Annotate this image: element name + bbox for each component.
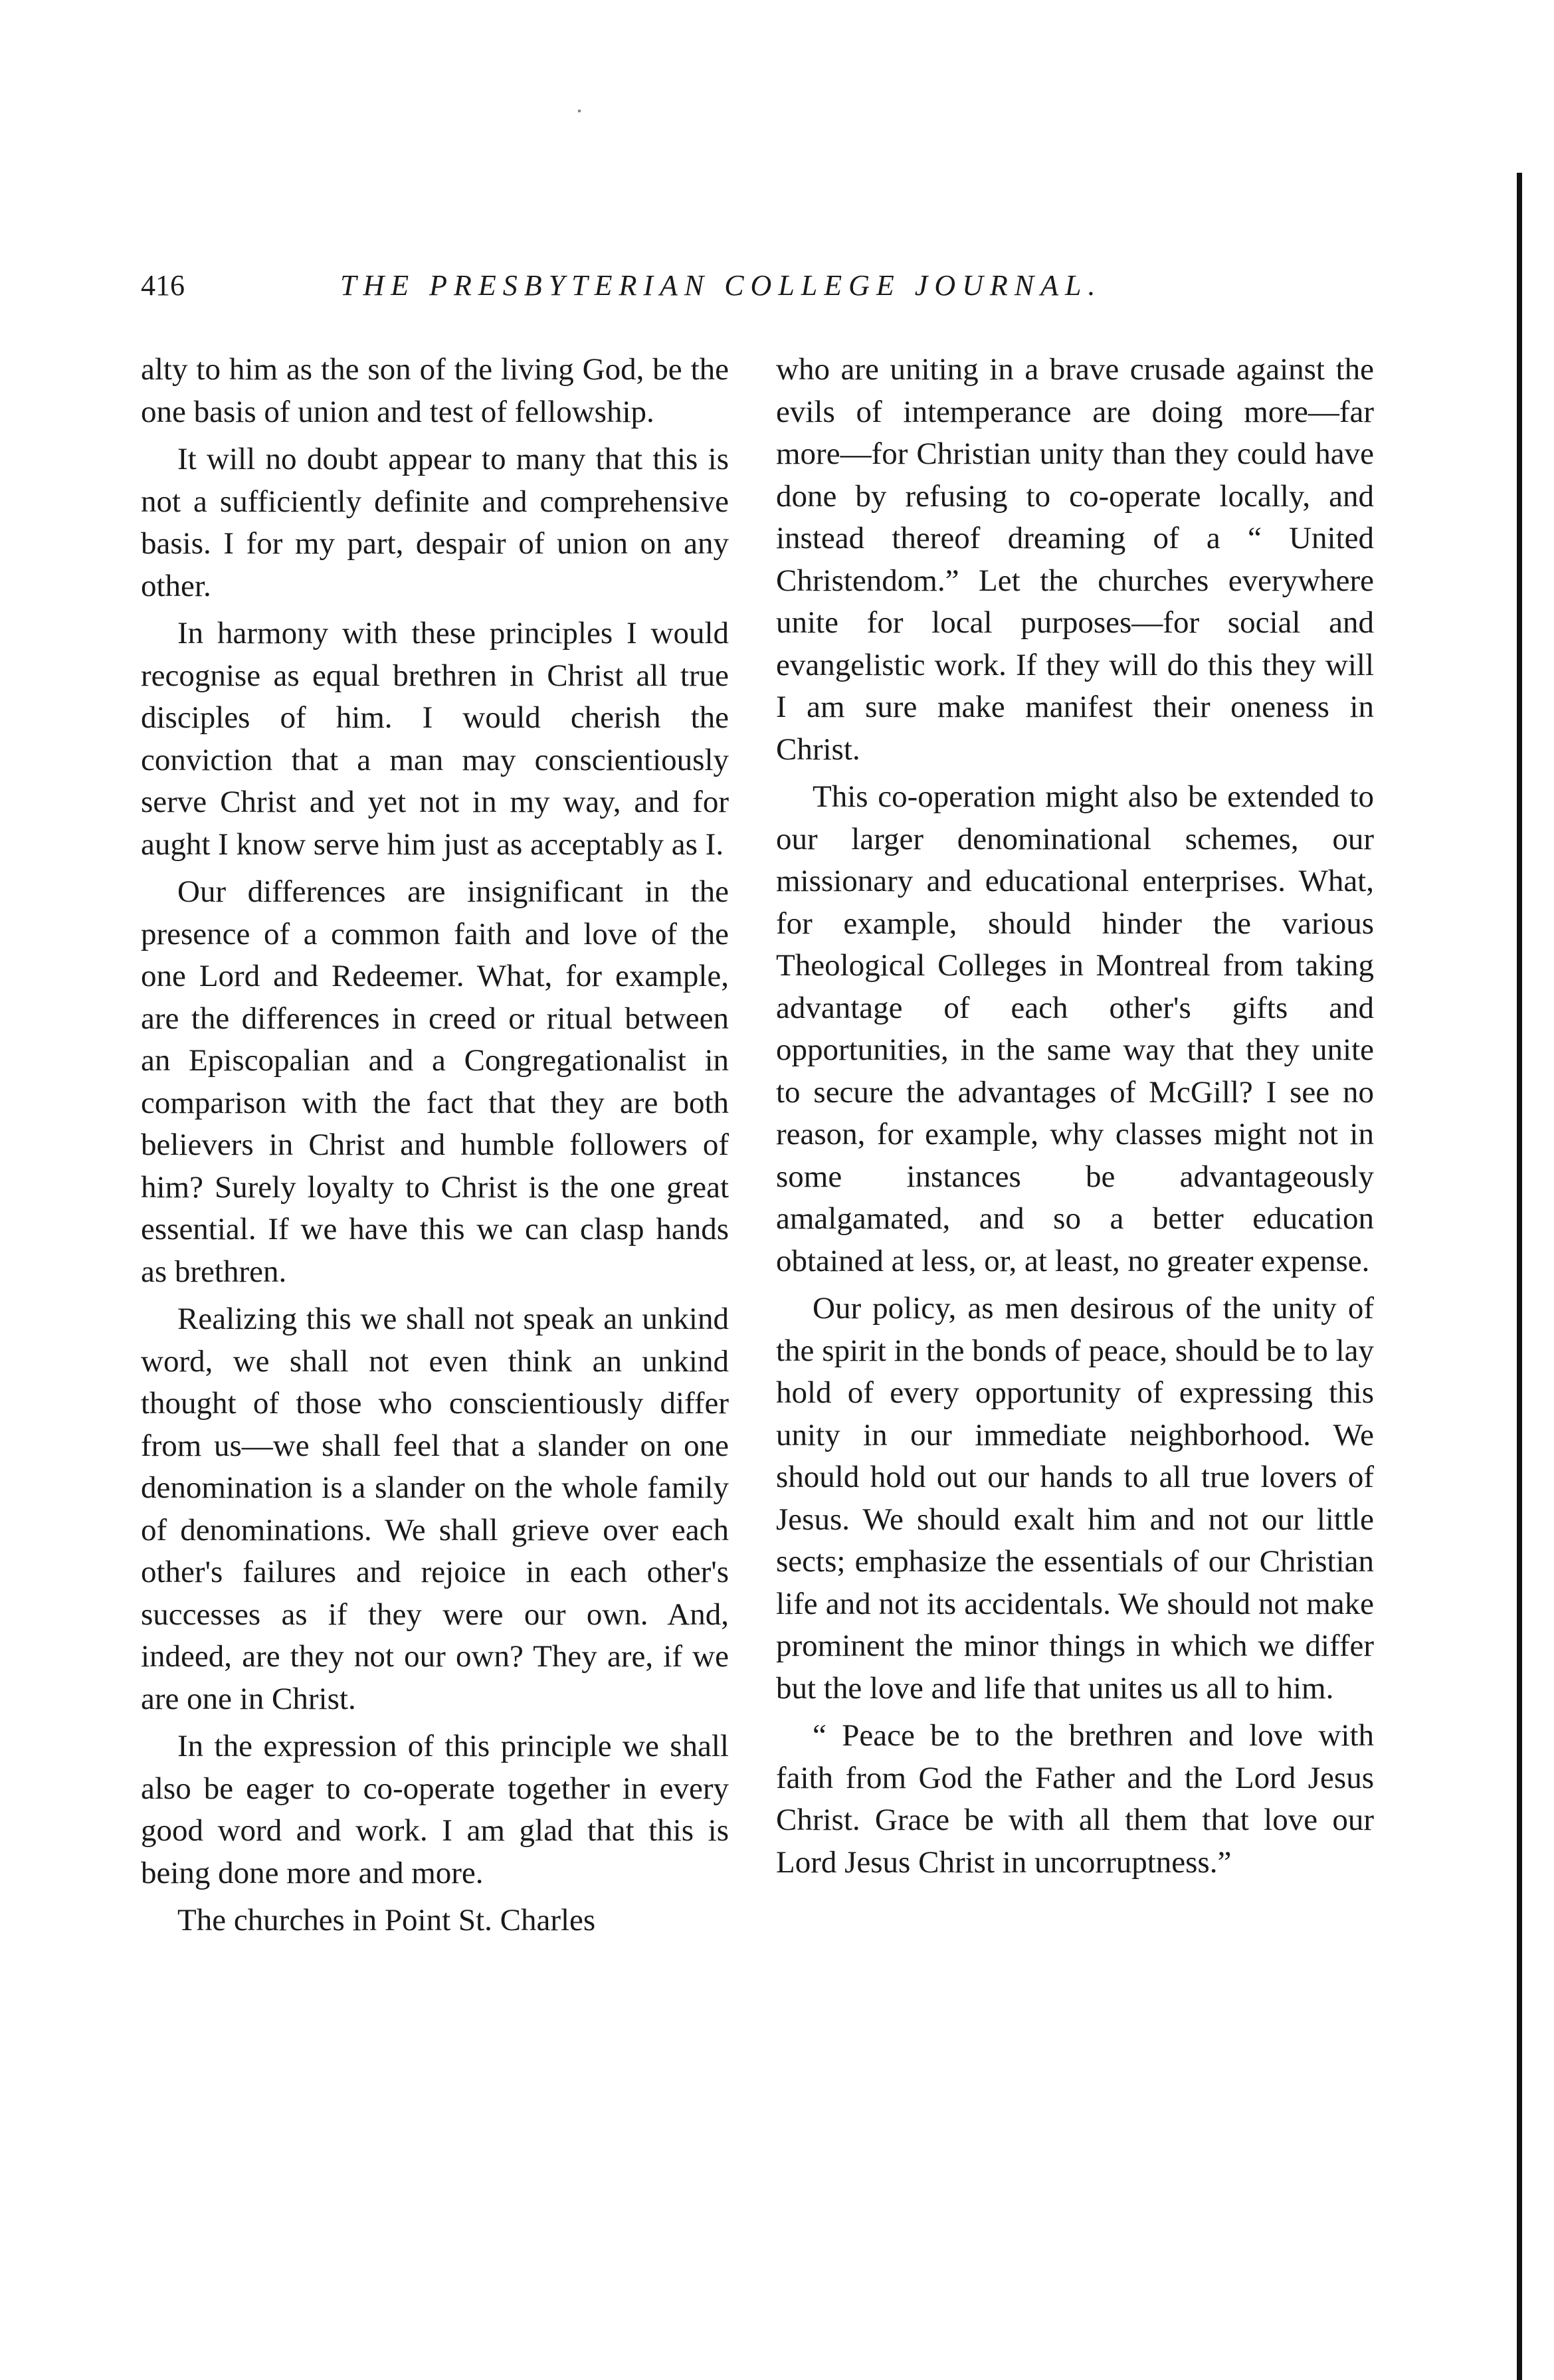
paragraph: It will no doubt appear to many that this is not a sufficiently definite and comprehensive basis. I for my part, despair of union on any other.: [141, 442, 729, 603]
paragraph: Realizing this we shall not speak an unkind word, we shall not even think an unkind thought of those who conscientiously differ from us—we shall feel that a slander on one denomination is a slander on the whole family of denominations. We shall grieve over each other's failures and rejoice in each other's successes as if they were our own. And, indeed, are they not our own? They are, if we are one in Christ.: [141, 1302, 729, 1716]
paragraph: This co-operation might also be extended to our larger denominational schemes, our missionary and educational enterprises. What, for example, should hinder the various Theological Colleges in Montreal from taking advantage of each other's gifts and opportunities, in the same way that they unite to secure the advantages of McGill? I see no reason, for example, why classes might not in some instances be advantageously amalgamated, and so a better education obtained at less, or, at least, no greater expense.: [776, 779, 1374, 1278]
paragraph: who are uniting in a brave crusade against the evils of intemperance are doing more—far more—for Christian unity than they could have done by refusing to co-operate locally, and instead thereof dreaming of a “ United Christendom.” Let the churches everywhere unite for local purposes—for social and evangelistic work. If they will do this they will I am sure make manifest their oneness in Christ.: [776, 352, 1374, 767]
page-number: 416: [141, 269, 185, 302]
left-column: [141, 349, 729, 1947]
paragraph: Our differences are insignificant in the presence of a common faith and love of the one Lord and Redeemer. What, for example, are the differences in creed or ritual between an Episcopalian and a Congregationalist in comparison with the fact that they are both believers in Christ and humble followers of him? Surely loyalty to Christ is the one great essential. If we have this we can clasp hands as brethren.: [141, 874, 729, 1289]
running-title: THE PRESBYTERIAN COLLEGE JOURNAL.: [340, 269, 1102, 302]
scan-edge-bar: [1517, 173, 1522, 2380]
paragraph: Our policy, as men desirous of the unity of the spirit in the bonds of peace, should be to lay hold of every opportunity of expressing this unity in our immediate neighborhood. We should hold out our hands to all true lovers of Jesus. We should exalt him and not our little sects; emphasize the essentials of our Christian life and not its accidentals. We should not make prominent the minor things in which we differ but the love and life that unites us all to him.: [776, 1291, 1374, 1706]
page-header: [141, 266, 1403, 306]
paragraph: “ Peace be to the brethren and love with faith from God the Father and the Lord Jesus Christ. Grace be with all them that love our Lord Jesus Christ in uncorruptness.”: [776, 1718, 1374, 1880]
paragraph: In the expression of this principle we shall also be eager to co-operate together in every good word and work. I am glad that this is being done more and more.: [141, 1729, 729, 1890]
right-column: [776, 349, 1374, 1889]
paragraph: alty to him as the son of the living God, be the one basis of union and test of fellowship.: [141, 352, 729, 429]
scan-speck: [578, 110, 581, 112]
paragraph: In harmony with these principles I would recognise as equal brethren in Christ all true disciples of him. I would cherish the conviction that a man may conscientiously serve Christ and yet not in my way, and for aught I know serve him just as acceptably as I.: [141, 616, 729, 862]
paragraph: The churches in Point St. Charles: [177, 1903, 596, 1937]
